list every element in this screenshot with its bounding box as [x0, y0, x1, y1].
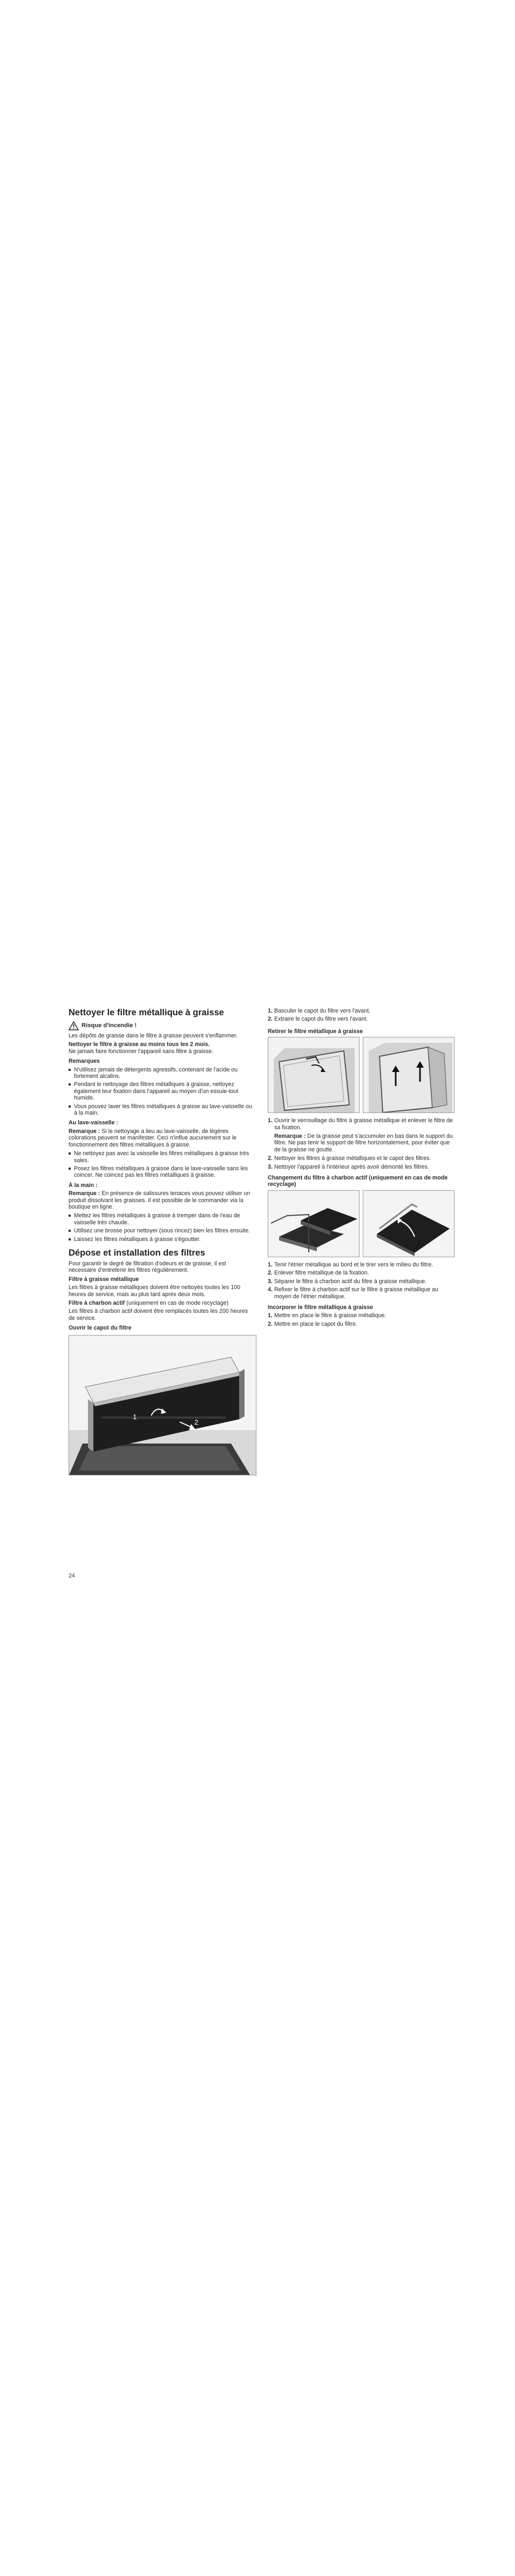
step-text: Ouvrir le verrouillage du filtre à graisse métallique et enlever le filtre de sa fixation.	[274, 1117, 453, 1131]
by-hand-heading: À la main :	[69, 1182, 98, 1189]
charcoal-attach-svg	[363, 1191, 455, 1257]
warning-text: Les dépôts de graisse dans le filtre à graisse peuvent s'enflammer.	[69, 1033, 238, 1039]
step-item	[268, 1016, 455, 1022]
list-item: Vous pouvez laver les filtres métalliques à graisse au lave-vaisselle ou à la main.	[69, 1103, 255, 1117]
section-title-cleaning: Nettoyer le filtre métallique à graisse	[69, 1008, 224, 1017]
step-number: 2.	[268, 1155, 273, 1162]
step-item	[268, 1270, 455, 1276]
step-text: Tenir l'étrier métallique au bord et le tirer vers le milieu du filtre.	[274, 1261, 433, 1268]
dishwasher-list	[69, 1150, 255, 1179]
charcoal-change-figures	[268, 1190, 455, 1257]
metal-filter-heading: Filtre à graisse métallique	[69, 1276, 139, 1283]
install-filter-heading: Incorporer le filtre métallique à graisse	[268, 1304, 373, 1311]
remove-filter-steps	[268, 1117, 455, 1131]
by-hand-list	[69, 1212, 255, 1243]
remarks-heading: Remarques	[69, 1058, 100, 1065]
list-item: Posez les filtres métalliques à graisse dans le lave-vaisselle sans les coincer. Ne coincez pas les filtres métalliques à graisse.	[69, 1165, 255, 1179]
metal-filter-text: Les filtres à graisse métalliques doivent être nettoyés toutes les 100 heures de service, mais au plus tard après deux mois.	[69, 1284, 240, 1298]
remove-filter-steps-2	[268, 1155, 455, 1170]
remark-text: Si le nettoyage a lieu au lave-vaisselle, de légères colorations peuvent se manifester. Ceci n'influe aucunement sur le fonctionnement des filtres métalliques à graisse.	[69, 1128, 237, 1148]
remark-label: Remarque :	[69, 1128, 100, 1135]
warning-text-2: Ne jamais faire fonctionner l'appareil sans filtre à graisse.	[69, 1048, 214, 1055]
step-number: 2.	[268, 1320, 273, 1327]
step-item	[268, 1164, 455, 1170]
remark-text: En présence de salissures tenaces vous pouvez utiliser un produit dissolvant les graisses. Il est possible de le commander via la boutique en ligne.	[69, 1190, 250, 1210]
step-number: 4.	[268, 1286, 273, 1293]
step-item	[268, 1321, 455, 1327]
warning-heading	[69, 1021, 255, 1030]
right-column	[268, 1008, 455, 1330]
left-column	[69, 1008, 255, 1475]
step-item	[268, 1008, 455, 1014]
step-item	[268, 1155, 455, 1162]
list-item: N'utilisez jamais de détergents agressifs, contenant de l'acide ou fortement alcalins.	[69, 1067, 255, 1080]
step-text: Nettoyer l'appareil à l'intérieur après avoir démonté les filtres.	[274, 1163, 429, 1170]
filter-unlock-svg	[268, 1037, 360, 1112]
remove-filter-remark	[274, 1133, 455, 1153]
page-number: 24	[69, 1573, 75, 1579]
figure-number-2: 2	[194, 1418, 199, 1426]
step-item	[268, 1312, 455, 1319]
filters-intro: Pour garantir le degré de filtration d'odeurs et de graisse, il est nécessaire d'entretenir les filtres régulièrement.	[69, 1260, 226, 1274]
charcoal-separate-svg	[268, 1191, 360, 1257]
step-number: 1.	[268, 1261, 273, 1268]
step-text: Séparer le filtre à charbon actif du filtre à graisse métallique.	[274, 1278, 427, 1285]
charcoal-filter-heading	[69, 1300, 255, 1306]
charcoal-change-heading: Changement du filtre à charbon actif (uniquement en cas de mode recyclage)	[268, 1175, 448, 1188]
step-number: 3.	[268, 1163, 273, 1170]
remark-label: Remarque :	[69, 1190, 100, 1197]
step-text: Basculer le capot du filtre vers l'avant.	[274, 1008, 371, 1014]
step-number: 2.	[268, 1270, 273, 1277]
warning-triangle-icon	[69, 1021, 79, 1030]
step-text: Extraire le capot du filtre vers l'avant.	[274, 1016, 368, 1023]
charcoal-separate-illustration	[268, 1190, 360, 1257]
filter-remove-svg	[363, 1037, 455, 1112]
step-text: Mettre en place le filtre à graisse métallique.	[274, 1312, 387, 1319]
step-number: 1.	[268, 1312, 273, 1319]
step-item	[268, 1278, 455, 1285]
section-title-filters: Dépose et installation des filtres	[69, 1247, 206, 1258]
dishwasher-heading: Au lave-vaisselle :	[69, 1120, 118, 1127]
filter-unlock-illustration	[268, 1037, 360, 1113]
step-text: Nettoyer les filtres à graisse métalliques et le capot des filtres.	[274, 1155, 431, 1162]
charcoal-attach-illustration	[363, 1190, 455, 1257]
remove-filter-figures	[268, 1037, 455, 1113]
charcoal-filter-suffix: (uniquement en cas de mode recyclage)	[125, 1300, 229, 1306]
remarks-list	[69, 1067, 255, 1117]
remark-label: Remarque :	[274, 1133, 306, 1140]
open-cover-steps	[268, 1008, 455, 1023]
warning-title: Risque d'incendie !	[82, 1022, 137, 1029]
filter-remove-illustration	[363, 1037, 455, 1113]
step-number: 1.	[268, 1117, 273, 1124]
step-item	[268, 1286, 455, 1300]
remove-filter-heading: Retirer le filtre métallique à graisse	[268, 1028, 363, 1035]
list-item: Laissez les filtres métalliques à graisse s'égoutter.	[69, 1236, 255, 1243]
step-text: Enlever filtre métallique de la fixation.	[274, 1270, 369, 1277]
step-text: Refixer le filtre à charbon actif sur le filtre à graisse métallique au moyen de l'étrier métallique.	[274, 1286, 438, 1300]
list-item: Pendant le nettoyage des filtres métalliques à graisse, nettoyez également leur fixation dans l'appareil au moyen d'un essuie-tout humide.	[69, 1081, 255, 1101]
charcoal-filter-text: Les filtres à charbon actif doivent être remplacés toutes les 200 heures de service.	[69, 1308, 248, 1321]
step-number: 1.	[268, 1008, 273, 1014]
step-item	[268, 1262, 455, 1268]
install-filter-steps	[268, 1312, 455, 1327]
step-item	[268, 1117, 455, 1131]
list-item: Mettez les filtres métalliques à graisse à tremper dans de l'eau de vaisselle très chaude.	[69, 1212, 255, 1226]
warning-bold-text: Nettoyer le filtre à graisse au moins tous les 2 mois.	[69, 1041, 210, 1048]
figure-number-1: 1	[133, 1412, 137, 1421]
step-number: 3.	[268, 1278, 273, 1285]
charcoal-filter-title: Filtre à charbon actif	[69, 1300, 125, 1306]
remark-text: De la graisse peut s'accumuler en bas dans le support du filtre. Ne pas tenir le support de filtre horizontalement, pour éviter que de la graisse ne goutte.	[274, 1133, 453, 1153]
list-item: Utilisez une brosse pour nettoyer (sous rincez) bien les filtres ensuite.	[69, 1228, 255, 1234]
dishwasher-remark	[69, 1128, 255, 1148]
step-number: 2.	[268, 1016, 273, 1023]
open-cover-heading: Ouvrir le capot du filtre	[69, 1325, 132, 1332]
charcoal-change-steps	[268, 1262, 455, 1300]
hood-illustration-svg	[69, 1336, 256, 1475]
step-text: Mettre en place le capot du filtre.	[274, 1320, 357, 1327]
by-hand-remark	[69, 1190, 255, 1210]
list-item: Ne nettoyez pas avec la vaisselle les filtres métalliques à graisse très sales.	[69, 1150, 255, 1164]
hood-open-cover-illustration	[69, 1335, 256, 1475]
